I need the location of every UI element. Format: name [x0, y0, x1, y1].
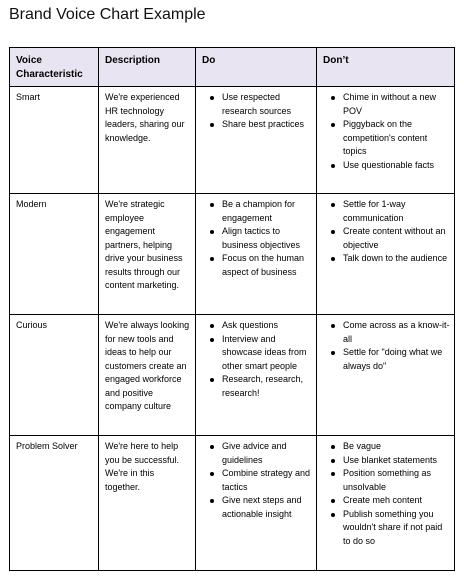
page-title: Brand Voice Chart Example [9, 6, 206, 23]
bullet-icon [331, 324, 335, 328]
bullet-icon [210, 123, 214, 127]
do-item [222, 440, 312, 467]
dont-item-text: Talk down to the audience [343, 253, 448, 263]
dont-item-text: Settle for "doing what we always do" [343, 347, 443, 371]
do-item-text: Give next steps and actionable insight [222, 495, 302, 519]
bullet-icon [331, 164, 335, 168]
do-item-text: Be a champion for engagement [222, 199, 296, 223]
dont-cell [317, 315, 455, 436]
bullet-icon [331, 123, 335, 127]
bullet-icon [210, 203, 214, 207]
bullet-icon [210, 230, 214, 234]
bullet-icon [210, 472, 214, 476]
do-item [222, 333, 312, 374]
dont-item [343, 159, 450, 173]
description-cell: We're strategic employee engagement partners, helping drive your business results through our content marketing. [99, 194, 196, 315]
do-item-text: Give advice and guidelines [222, 441, 287, 465]
characteristic-cell: Curious [10, 315, 99, 436]
brand-voice-table [9, 47, 455, 571]
table-row [10, 436, 455, 571]
do-item-text: Focus on the human aspect of business [222, 253, 305, 277]
dont-item-text: Use questionable facts [343, 159, 435, 170]
characteristic-cell: Modern [10, 194, 99, 315]
description-cell: We're always looking for new tools and ideas to help our customers create an engaged workforce and positive company culture [99, 315, 196, 436]
do-cell [196, 315, 317, 436]
characteristic-cell: Smart [10, 87, 99, 194]
dont-item [343, 198, 450, 225]
dont-item [343, 346, 450, 373]
dont-item-text: Chime in without a new POV [343, 92, 437, 116]
dont-item [343, 494, 450, 508]
do-item-text: Interview and showcase ideas from other smart people [222, 333, 307, 371]
do-list [202, 91, 312, 132]
dont-item [343, 508, 450, 549]
do-item-text: Use respected research sources [222, 92, 292, 116]
dont-item [343, 440, 450, 454]
dont-item [343, 252, 450, 266]
bullet-icon [331, 203, 335, 207]
bullet-icon [210, 338, 214, 342]
bullet-icon [331, 230, 335, 234]
do-item-text: Share best practices [222, 119, 305, 129]
do-item [222, 225, 312, 252]
table-row [10, 315, 455, 436]
table-header-row [10, 48, 455, 87]
bullet-icon [331, 96, 335, 100]
dont-item-text: Use blanket statements [343, 454, 438, 465]
dont-cell [317, 87, 455, 194]
dont-item-text: Create content without an objective [343, 226, 446, 250]
table-row [10, 194, 455, 315]
do-list [202, 198, 312, 279]
bullet-icon [331, 513, 335, 517]
do-cell [196, 436, 317, 571]
bullet-icon [331, 499, 335, 503]
do-list [202, 440, 312, 521]
dont-list [323, 319, 450, 373]
dont-list [323, 198, 450, 266]
dont-item-text: Publish something you wouldn't share if not paid to do so [343, 508, 443, 546]
dont-item [343, 467, 450, 494]
do-item [222, 118, 312, 132]
do-item-text: Ask questions [222, 320, 279, 330]
bullet-icon [210, 499, 214, 503]
dont-item-text: Be vague [343, 441, 382, 451]
bullet-icon [210, 324, 214, 328]
dont-item-text: Piggyback on the competition's content topics [343, 119, 428, 156]
table-row [10, 87, 455, 194]
do-list [202, 319, 312, 400]
do-cell [196, 194, 317, 315]
dont-list [323, 440, 450, 548]
do-item-text: Combine strategy and tactics [222, 468, 311, 492]
do-item [222, 494, 312, 521]
dont-item [343, 225, 450, 252]
bullet-icon [331, 459, 335, 463]
do-item [222, 252, 312, 279]
bullet-icon [210, 378, 214, 382]
do-item-text: Align tactics to business objectives [222, 226, 301, 250]
do-cell [196, 87, 317, 194]
dont-item [343, 319, 450, 346]
description-cell: We're experienced HR technology leaders, sharing our knowledge. [99, 87, 196, 194]
bullet-icon [210, 257, 214, 261]
dont-item [343, 454, 450, 468]
dont-cell [317, 194, 455, 315]
header-voice-characteristic: Voice Characteristic [10, 48, 99, 87]
do-item [222, 319, 312, 333]
header-description: Description [99, 48, 196, 87]
dont-item-text: Position something as unsolvable [343, 468, 432, 492]
do-item [222, 373, 312, 400]
dont-item-text: Come across as a know-it-all [343, 320, 450, 344]
do-item-text: Research, research, research! [222, 374, 304, 398]
do-item [222, 467, 312, 494]
dont-cell [317, 436, 455, 571]
bullet-icon [210, 445, 214, 449]
do-item [222, 91, 312, 118]
dont-item-text: Create meh content [343, 495, 423, 505]
do-item [222, 198, 312, 225]
characteristic-cell: Problem Solver [10, 436, 99, 571]
header-dont: Don’t [317, 48, 455, 87]
bullet-icon [331, 472, 335, 476]
description-cell: We're here to help you be successful. We're in this together. [99, 436, 196, 571]
dont-item [343, 118, 450, 159]
dont-item-text: Settle for 1-way communication [343, 199, 406, 223]
bullet-icon [331, 257, 335, 261]
dont-item [343, 91, 450, 118]
dont-list [323, 91, 450, 172]
header-do: Do [196, 48, 317, 87]
bullet-icon [210, 96, 214, 100]
bullet-icon [331, 445, 335, 449]
bullet-icon [331, 351, 335, 355]
